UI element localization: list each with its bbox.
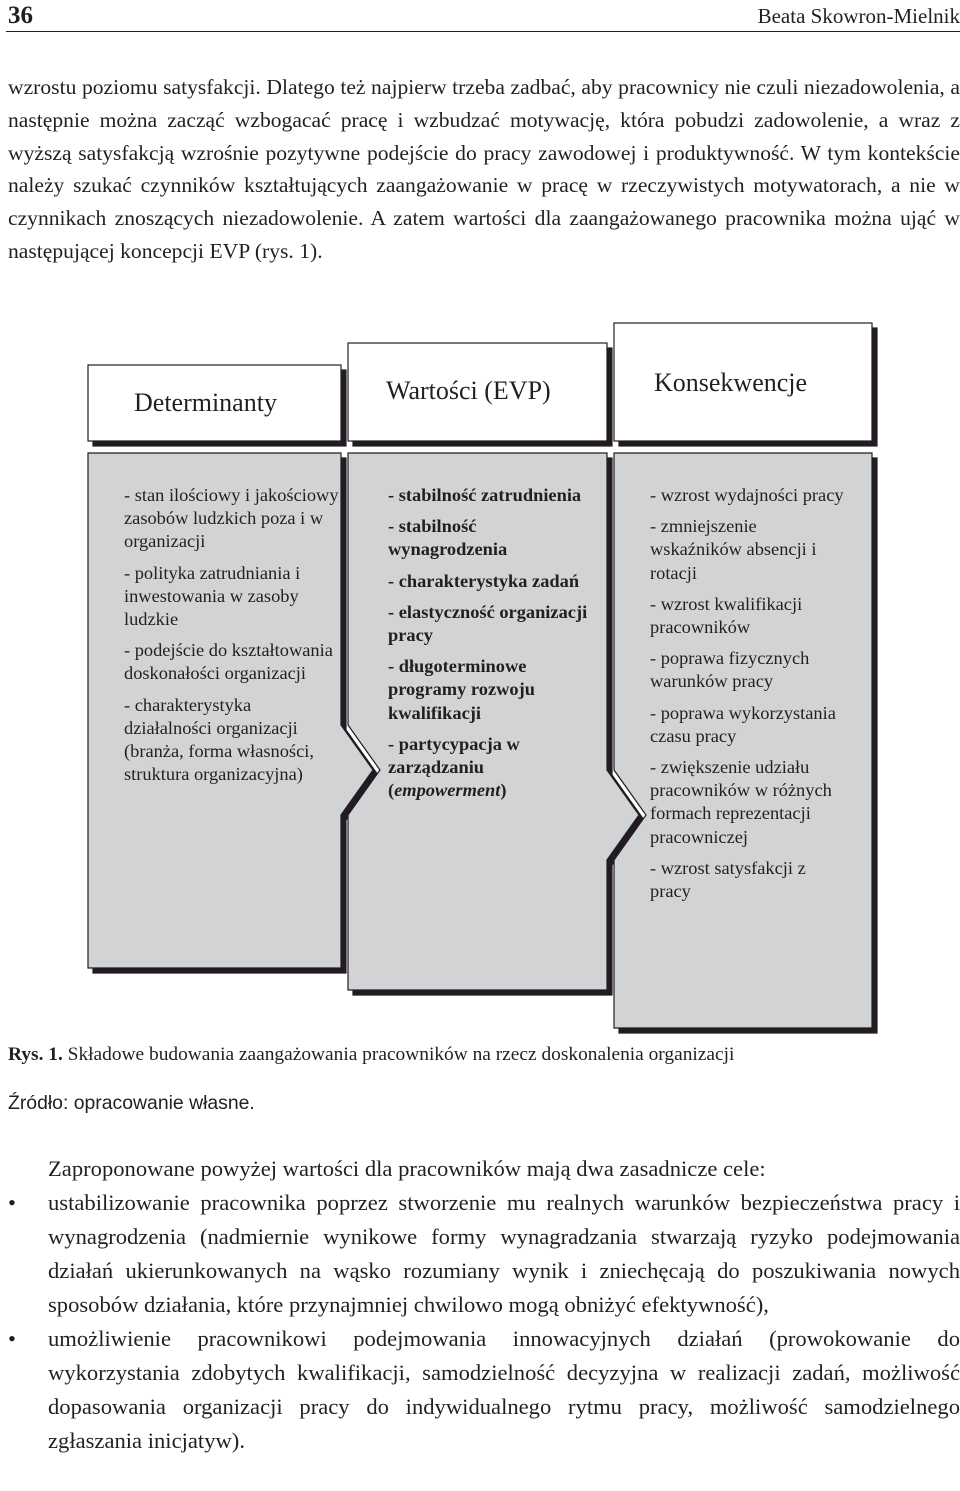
bullet-text: umożliwienie pracownikowi podejmowania innowacyjnych działań (prowokowanie do wykorzystania zdobytych kwalifikacji, samodzielność decyzyjna w realizacji zadań, możliwość dopasowania organizacji pracy do indywidualnego rytmu pracy, możliwość samodzielnego zgłaszania inicjatyw).	[48, 1326, 960, 1453]
list-item: - stan ilościowy i jakościowy zasobów ludzkich poza i w organizacji	[124, 485, 339, 552]
list-item-text: - partycypacja w zarządzaniu	[388, 733, 520, 778]
caption-text: Składowe budowania zaangażowania pracowników na rzecz doskonalenia organizacji	[67, 1044, 735, 1065]
intro-paragraph	[8, 71, 960, 268]
body-text	[8, 1152, 960, 1458]
list-item: - polityka zatrudniania i inwestowania w zasoby ludzkie	[124, 562, 301, 630]
column-evp-list	[388, 484, 593, 810]
bullet-item	[8, 1186, 960, 1322]
bullet-item	[8, 1322, 960, 1458]
list-item: - długoterminowe programy rozwoju kwalifikacji	[388, 656, 535, 723]
bullet-text: ustabilizowanie pracownika poprzez stworzenie mu realnych warunków bezpieczeństwa pracy i wynagrodzenia (nadmiernie wynikowe formy wynagradzania stwarzają ryzyko podejmowania działań ukierunkowanych na wąsko rozumiany wynik i zniechęcają do poszukiwania nowych sposobów działania, które przynajmniej chwilowo mogą obniżyć efektywność),	[48, 1190, 960, 1317]
list-item: - wzrost kwalifikacji pracowników	[650, 593, 803, 638]
list-item: - zmniejszenie wskaźników absencji i rotacji	[650, 516, 817, 583]
header-rule	[6, 31, 960, 32]
column-title-evp: Wartości (EVP)	[386, 376, 551, 405]
empowerment-term: empowerment	[394, 780, 501, 801]
running-header-author: Beata Skowron-Mielnik	[757, 4, 960, 28]
caption-label: Rys. 1.	[8, 1044, 63, 1065]
page-number: 36	[8, 2, 33, 29]
bullet-symbol: •	[8, 1326, 16, 1351]
list-item: - stabilność wynagrodzenia	[388, 516, 508, 560]
column-title-konsekwencje: Konsekwencje	[654, 368, 808, 397]
list-item: - zwiększenie udziału pracowników w różnych formach reprezentacji pracowniczej	[650, 757, 832, 847]
list-item: - poprawa wykorzystania czasu pracy	[650, 702, 836, 746]
figure-source: Źródło: opracowanie własne.	[8, 1092, 255, 1114]
list-item-last: - partycypacja w zarządzaniu (empowerment)	[388, 733, 520, 801]
list-item: - wzrost wydajności pracy	[650, 485, 844, 505]
column-konsekwencje-list	[650, 484, 850, 911]
list-item: - poprawa fizycznych warunków pracy	[650, 648, 810, 692]
list-item: - stabilność zatrudnienia	[388, 485, 582, 505]
list-item: - elastyczność organizacji pracy	[388, 601, 588, 646]
column-title-determinanty: Determinanty	[134, 388, 277, 417]
column-determinanty-list	[124, 484, 339, 794]
bullet-symbol: •	[8, 1190, 16, 1215]
list-item: - charakterystyka zadań	[388, 570, 580, 591]
body-intro: Zaproponowane powyżej wartości dla pracowników mają dwa zasadnicze cele:	[48, 1156, 766, 1181]
intro-paragraph-text: wzrostu poziomu satysfakcji. Dlatego też najpierw trzeba zadbać, aby pracownicy nie czuli niezadowolenia, a następnie można zacząć wzbogacać pracę i wzbudzać motywację, która pobudzi zadowolenie, a wraz z wyższą satysfakcją wzrośnie pozytywne podejście do pracy zawodowej i produktywność. W tym kontekście należy szukać czynników kształtujących zaangażowanie w pracę w rzeczywistych motywatorach, a nie w czynnikach znoszących niezadowolenie. A zatem wartości dla zaangażowanego pracownika można ująć w następującej koncepcji EVP (rys. 1).	[8, 75, 960, 263]
figure-caption	[8, 1044, 734, 1066]
list-item: - podejście do kształtowania doskonałości organizacji	[124, 640, 333, 684]
list-item: - wzrost satysfakcji z pracy	[650, 857, 806, 902]
list-item: - charakterystyka działalności organizacji (branża, forma własności, struktura organizacyjna)	[124, 694, 314, 785]
